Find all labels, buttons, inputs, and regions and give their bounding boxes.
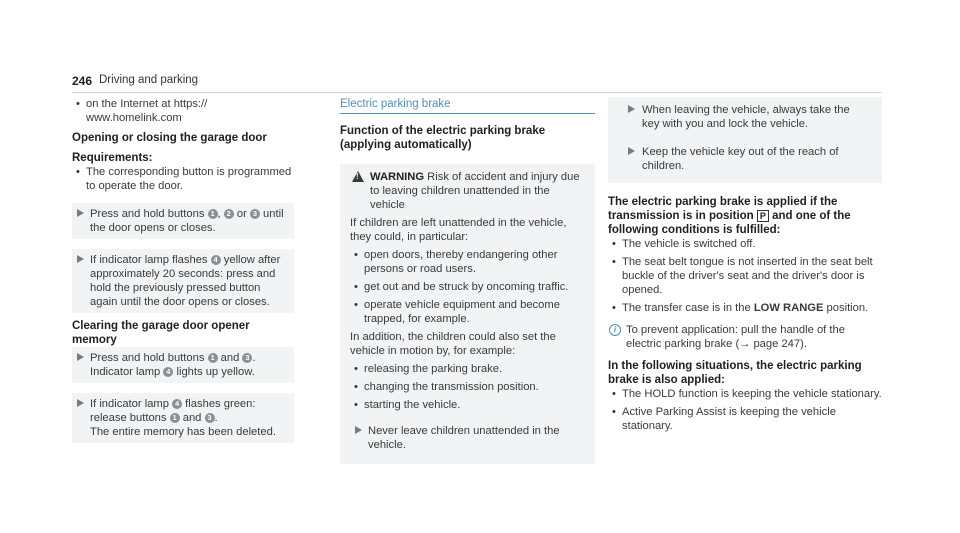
list-item: • changing the transmission position.: [350, 380, 587, 394]
step-arrow-icon: [628, 147, 635, 155]
callout-number: 3: [250, 209, 260, 219]
step-clear-press: Press and hold buttons 1 and 3 . Indicator lamp 4 lights up yellow.: [72, 347, 294, 383]
list-item: • on the Internet at https:// www.homelink.com: [72, 97, 294, 125]
list-item: • The seat belt tongue is not inserted in the seat belt buckle of the driver's seat and the driver's door is opened.: [608, 255, 882, 297]
step-arrow-icon: [628, 105, 635, 113]
heading-open-close: Opening or closing the garage door: [72, 132, 267, 144]
list-item: • The vehicle is switched off.: [608, 237, 882, 251]
list-item: • open doors, thereby endangering other persons or road users.: [350, 248, 587, 276]
list-item: • Active Parking Assist is keeping the vehicle stationary.: [608, 405, 882, 433]
warning-icon: [352, 171, 364, 182]
page-number: 246: [72, 74, 93, 88]
note: i To prevent application: pull the handle of the electric parking brake (→ page 247).: [608, 323, 882, 351]
warning-text: Risk of accident and injury due to leaving children unattended in the vehicle: [370, 171, 580, 211]
list-item: • The corresponding button is programmed to operate the door.: [72, 165, 294, 193]
warning-para: If children are left unattended in the vehicle, they could, in particular:: [350, 217, 567, 243]
callout-number: 4: [163, 367, 173, 377]
callout-number: 1: [170, 413, 180, 423]
heading-clear-memory: Clearing the garage door opener memory: [72, 320, 250, 346]
list-item: • operate vehicle equipment and become trapped, for example.: [350, 298, 587, 326]
callout-number: 4: [172, 399, 182, 409]
list-item: • The HOLD function is keeping the vehicle stationary.: [608, 387, 882, 401]
column-middle: [340, 97, 595, 464]
page-title: Driving and parking: [99, 74, 199, 86]
requirements-label: Requirements:: [72, 152, 153, 164]
heading-applied-if: The electric parking brake is applied if the transmission is in position P and one of the following conditions is fulfilled:: [608, 196, 851, 236]
column-right: [608, 97, 882, 433]
callout-number: 3: [242, 353, 252, 363]
step-arrow-icon: [77, 255, 84, 263]
heading-function: Function of the electric parking brake (applying automatically): [340, 125, 546, 151]
heading-also-applied: In the following situations, the electric parking brake is also applied:: [608, 360, 862, 386]
list-item: • starting the vehicle.: [350, 398, 587, 412]
info-icon: i: [609, 324, 621, 336]
step-arrow-icon: [77, 399, 84, 407]
callout-number: 1: [208, 209, 218, 219]
warning-box-continued: [608, 97, 882, 183]
list-item: • releasing the parking brake.: [350, 362, 587, 376]
callout-number: 3: [205, 413, 215, 423]
page-header: [72, 72, 882, 93]
step-arrow-icon: [77, 209, 84, 217]
list-item: • The transfer case is in the LOW RANGE position.: [608, 301, 882, 315]
warning-box: [340, 164, 595, 464]
warning-label: WARNING: [370, 171, 425, 183]
step-arrow-icon: [355, 426, 362, 434]
step-indicator-yellow: If indicator lamp flashes 4 yellow after approximately 20 seconds: press and hold the previously pressed button again until the door opens or closes.: [72, 249, 294, 313]
column-left: [72, 97, 294, 443]
list-item: • get out and be struck by oncoming traffic.: [350, 280, 587, 294]
warning-para: In addition, the children could also set the vehicle in motion by, for example:: [350, 331, 556, 357]
step-arrow-icon: [77, 353, 84, 361]
step-press-hold: Press and hold buttons 1 , 2 or 3 until the door opens or closes.: [72, 203, 294, 239]
callout-number: 1: [208, 353, 218, 363]
callout-number: 4: [211, 255, 221, 265]
step-take-key: When leaving the vehicle, always take the key with you and lock the vehicle.: [608, 99, 874, 135]
step-key-away: Keep the vehicle key out of the reach of children.: [608, 141, 874, 177]
step-clear-green: If indicator lamp 4 flashes green: release buttons 1 and 3 . The entire memory has been deleted.: [72, 393, 294, 443]
step-never-leave: Never leave children unattended in the vehicle.: [350, 420, 587, 456]
gear-p-symbol: P: [757, 210, 769, 222]
section-title: Electric parking brake: [340, 97, 595, 114]
callout-number: 2: [224, 209, 234, 219]
